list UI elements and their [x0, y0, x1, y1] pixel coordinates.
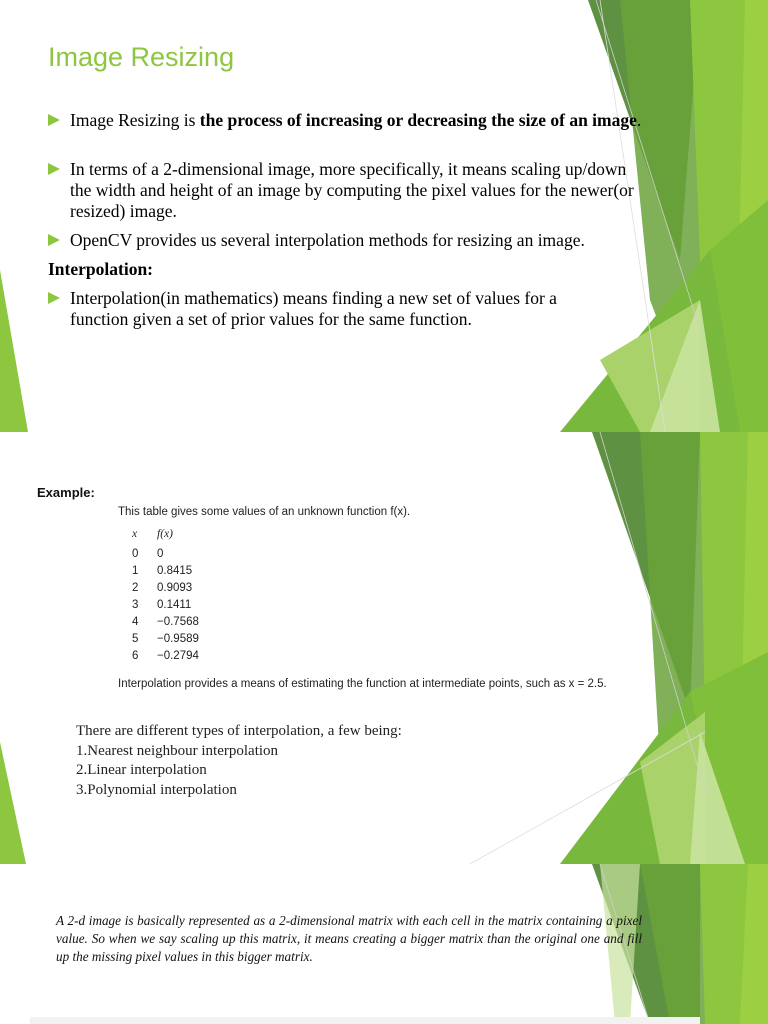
list-item: 1.Nearest neighbour interpolation: [76, 742, 279, 759]
cell-fx: 0: [157, 548, 164, 560]
bullet-text: Image Resizing is: [70, 110, 200, 130]
list-item: 2.Linear interpolation: [76, 762, 207, 778]
bullet-bold-text: the process of increasing or decreasing the size of an image: [199, 110, 637, 130]
cell-fx: −0.2794: [157, 650, 199, 662]
matrix-paragraph: A 2-d image is basically represented as a 2-dimensional matrix with each cell in the matrix containing a pixel value. So when we say scaling up this matrix, it means creating a bigger matrix than the original one and fill up the missing pixel values in this bigger matrix.: [56, 913, 642, 964]
cell-x: 6: [132, 650, 139, 662]
slide-image-resizing: [0, 0, 768, 432]
table-header-row: [118, 528, 238, 545]
header-x: x: [132, 528, 138, 540]
table-row: [118, 599, 238, 616]
function-value-table: [118, 528, 238, 668]
cell-x: 0: [132, 548, 139, 560]
types-intro: There are different types of interpolation, a few being:: [76, 723, 402, 739]
slide-matrix-explanation: [0, 864, 768, 1024]
cell-x: 1: [132, 565, 139, 577]
cell-x: 2: [132, 582, 139, 594]
table-row: [118, 548, 238, 565]
interpolation-types-list: [76, 722, 402, 800]
table-row: [118, 616, 238, 633]
bullet-arrow-icon: [48, 114, 60, 126]
table-row: [118, 582, 238, 599]
bullet-text: Interpolation(in mathematics) means finding a new set of values for a function given a set of prior values for the same function.: [70, 288, 557, 329]
bullet-arrow-icon: [48, 234, 60, 246]
interpolation-heading: Interpolation:: [48, 259, 153, 279]
cell-fx: −0.9589: [157, 633, 199, 645]
bullet-text-end: .: [636, 110, 642, 130]
slide-interpolation-example: [0, 432, 768, 864]
cell-x: 3: [132, 599, 139, 611]
bullet-text: OpenCV provides us several interpolation methods for resizing an image.: [70, 230, 585, 250]
bullet-interpolation-definition: [48, 288, 618, 330]
table-row: [118, 633, 238, 650]
table-row: [118, 565, 238, 582]
bullet-text: In terms of a 2-dimensional image, more specifically, it means scaling up/down the width and height of an image by computing the pixel values for the newer(or resized) image.: [70, 159, 634, 221]
table-row: [118, 650, 238, 667]
bullet-definition: [48, 110, 648, 131]
header-fx: f(x): [157, 528, 173, 540]
cell-x: 5: [132, 633, 139, 645]
cell-fx: 0.1411: [157, 599, 192, 611]
bullet-arrow-icon: [48, 292, 60, 304]
list-item: 3.Polynomial interpolation: [76, 781, 237, 798]
cell-fx: −0.7568: [157, 616, 199, 628]
cell-x: 4: [132, 616, 139, 628]
bullet-2d-scaling: [48, 159, 648, 222]
bullet-opencv: [48, 230, 668, 251]
slide-title: Image Resizing: [48, 42, 235, 72]
example-label: Example:: [37, 485, 95, 500]
cell-fx: 0.9093: [157, 582, 193, 594]
function-table-outro: Interpolation provides a means of estimating the function at intermediate points, such as x = 2.5.: [118, 678, 607, 690]
bullet-arrow-icon: [48, 163, 60, 175]
function-table-intro: This table gives some values of an unknown function f(x).: [118, 506, 411, 518]
cell-fx: 0.8415: [157, 565, 193, 577]
